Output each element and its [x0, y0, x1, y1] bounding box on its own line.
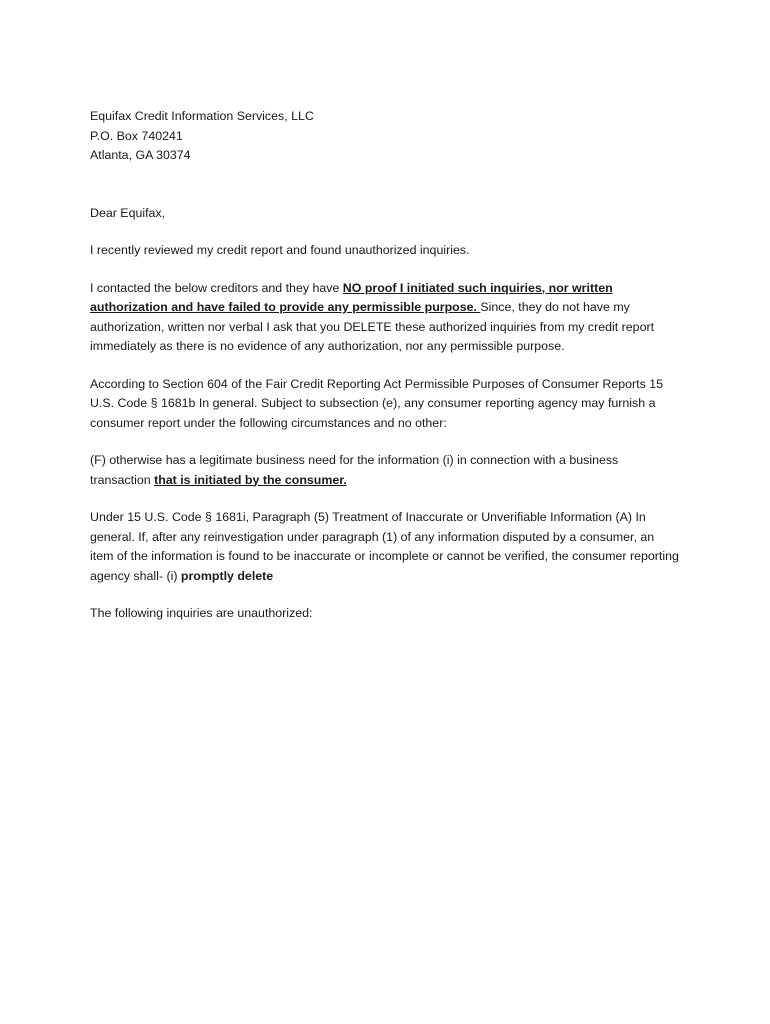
address-line-2: P.O. Box 740241 [90, 128, 183, 143]
paragraph-business-need-text: (F) otherwise has a legitimate business need for the information (i) in connection with a business transaction [90, 453, 619, 487]
paragraph-contacted-text-b: Since, they do not have my authorization, written nor verbal I ask that you DELETE these authorized inquiries from my credit report immediately as there is no evidence of any authorization, nor any permissible purpose. [90, 300, 655, 353]
paragraph-business-need-emphasis: that is initiated by the consumer. [154, 472, 347, 487]
paragraph-section-604: According to Section 604 of the Fair Credit Reporting Act Permissible Purposes of Consumer Reports 15 U.S. Code § 1681b In general. Subject to subsection (e), any consumer reporting agency may furnish a consumer report under the following circumstances and no other: [90, 376, 663, 430]
paragraph-section-1681i-text: Under 15 U.S. Code § 1681i, Paragraph (5) Treatment of Inaccurate or Unverifiable Information (A) In general. If, after any reinvestigation under paragraph (1) of any information disputed by a consumer, an item of the information is found to be inaccurate or incomplete or cannot be verified, the consumer reporting agency shall- (i) [90, 510, 679, 583]
paragraph-contacted-creditors [90, 279, 680, 357]
recipient-address [90, 107, 680, 166]
letter-page [90, 107, 680, 624]
paragraph-business-need [90, 451, 680, 490]
paragraph-contacted-text-a: I contacted the below creditors and they have [90, 280, 343, 295]
paragraph-section-1681i [90, 508, 680, 586]
address-line-3: Atlanta, GA 30374 [90, 148, 191, 162]
salutation: Dear Equifax, [90, 205, 166, 220]
paragraph-contacted-emphasis: NO proof I initiated such inquiries, nor written authorization and have failed to provide any permissible purpose. [90, 280, 613, 314]
paragraph-inquiries-intro: The following inquiries are unauthorized: [90, 606, 313, 620]
paragraph-section-1681i-emphasis: promptly delete [180, 568, 274, 583]
address-line-1: Equifax Credit Information Services, LLC [90, 109, 314, 123]
paragraph-reviewed: I recently reviewed my credit report and found unauthorized inquiries. [90, 243, 470, 257]
